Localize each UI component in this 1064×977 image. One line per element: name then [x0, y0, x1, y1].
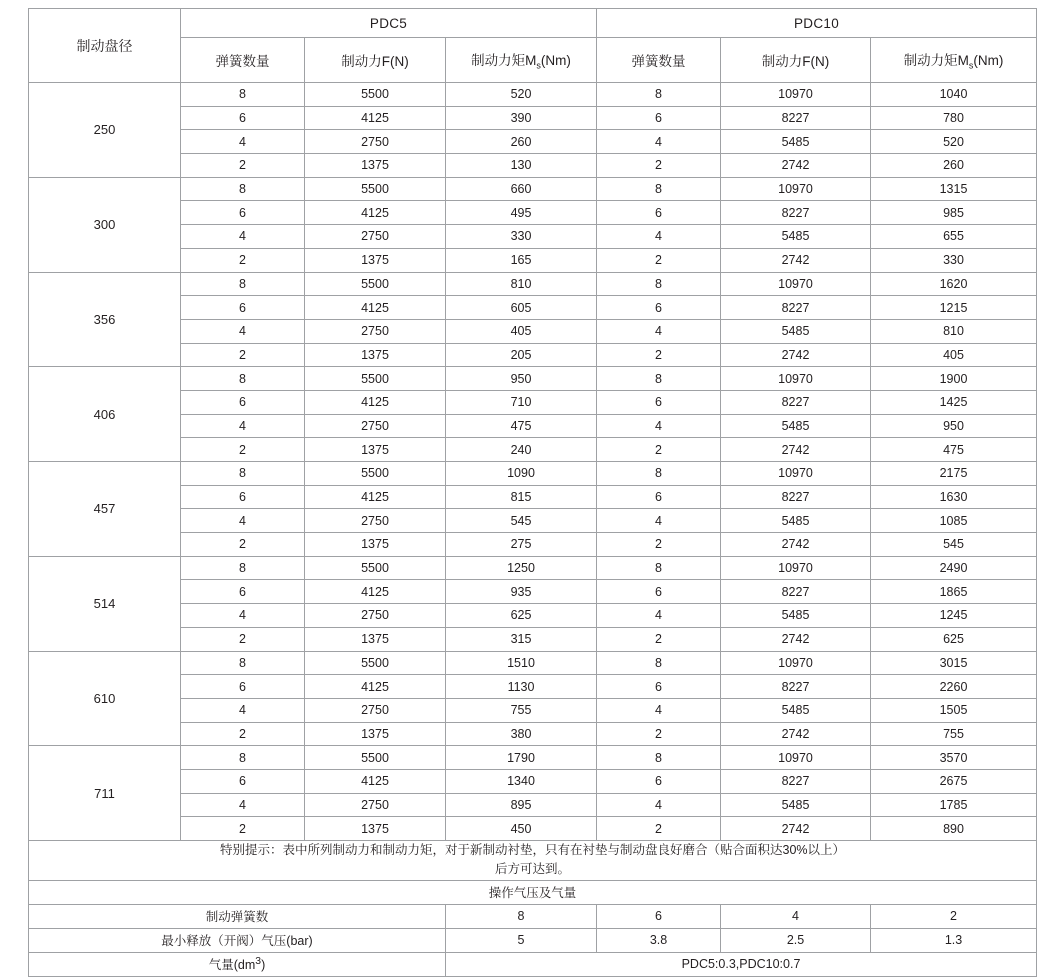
cell-value: 950 — [446, 367, 597, 391]
cell-value: 810 — [446, 272, 597, 296]
cell-value: 4125 — [305, 106, 446, 130]
header-col-label: 制动力矩M — [903, 53, 969, 69]
table-row — [29, 556, 1037, 580]
label-air-volume-exponent: 3 — [255, 956, 262, 968]
cell-value: 4125 — [305, 296, 446, 320]
cell-value: 2750 — [305, 793, 446, 817]
cell-value: 6 — [597, 201, 721, 225]
cell-value: 5485 — [721, 414, 871, 438]
table-row — [29, 817, 1037, 841]
cell-value: 2742 — [721, 438, 871, 462]
cell-value: 710 — [446, 390, 597, 414]
cell-value: 6 — [181, 296, 305, 320]
label-air-volume-paren: ) — [261, 958, 266, 973]
cell-value: 10970 — [721, 83, 871, 107]
header-group-pdc5: PDC5 — [181, 9, 597, 38]
cell-value: 10970 — [721, 367, 871, 391]
label-air-volume-text: 气量(dm — [208, 958, 256, 973]
cell-value: 2 — [181, 722, 305, 746]
cell-value: 6 — [181, 201, 305, 225]
cell-value: 5500 — [305, 177, 446, 201]
cell-value: 10970 — [721, 177, 871, 201]
cell-value: 1130 — [446, 675, 597, 699]
table-row — [29, 414, 1037, 438]
cell-value: 8227 — [721, 485, 871, 509]
header-col-unit: (Nm) — [973, 53, 1004, 69]
cell-value: 2 — [181, 438, 305, 462]
cell-disc-diameter: 711 — [29, 746, 181, 841]
cell-value: 2742 — [721, 533, 871, 557]
cell-value: 605 — [446, 296, 597, 320]
table-row — [29, 201, 1037, 225]
cell-value: 4 — [597, 130, 721, 154]
cell-value: 780 — [871, 106, 1037, 130]
cell-value: 315 — [446, 627, 597, 651]
cell-value: 5500 — [305, 83, 446, 107]
cell-value: 935 — [446, 580, 597, 604]
cell-value: 6 — [597, 580, 721, 604]
cell-value: 1315 — [871, 177, 1037, 201]
table-row — [29, 296, 1037, 320]
table-row — [29, 154, 1037, 178]
cell-value: 660 — [446, 177, 597, 201]
table-header-row-groups — [29, 9, 1037, 38]
cell-value: 810 — [871, 319, 1037, 343]
cell-disc-diameter: 356 — [29, 272, 181, 367]
table-row — [29, 651, 1037, 675]
cell-value: 4 — [597, 414, 721, 438]
cell-disc-diameter: 610 — [29, 651, 181, 746]
table-row — [29, 580, 1037, 604]
cell-value: 1630 — [871, 485, 1037, 509]
cell-value: 8227 — [721, 201, 871, 225]
cell-value: 1375 — [305, 154, 446, 178]
cell-value: 2 — [597, 438, 721, 462]
cell-value: 2 — [181, 817, 305, 841]
cell-value: 4 — [597, 793, 721, 817]
cell-value: 1505 — [871, 698, 1037, 722]
cell-spring-count: 2 — [871, 904, 1037, 928]
table-row — [29, 462, 1037, 486]
cell-value: 1375 — [305, 722, 446, 746]
header-col-1: 制动力F(N) — [305, 38, 446, 83]
cell-value: 2750 — [305, 604, 446, 628]
cell-value: 6 — [597, 675, 721, 699]
cell-value: 2 — [181, 533, 305, 557]
cell-value: 1510 — [446, 651, 597, 675]
cell-value: 1215 — [871, 296, 1037, 320]
cell-value: 330 — [446, 225, 597, 249]
header-col-subscript: s — [968, 60, 974, 71]
table-row — [29, 485, 1037, 509]
cell-value: 260 — [446, 130, 597, 154]
cell-value: 815 — [446, 485, 597, 509]
cell-value: 1620 — [871, 272, 1037, 296]
cell-value: 2750 — [305, 698, 446, 722]
cell-value: 755 — [446, 698, 597, 722]
section-title-row — [29, 880, 1037, 904]
cell-value: 3015 — [871, 651, 1037, 675]
cell-value: 6 — [597, 106, 721, 130]
cell-value: 475 — [871, 438, 1037, 462]
cell-value: 8 — [181, 556, 305, 580]
cell-value: 405 — [446, 319, 597, 343]
cell-value: 6 — [181, 390, 305, 414]
table-row — [29, 390, 1037, 414]
cell-value: 1040 — [871, 83, 1037, 107]
cell-value: 2742 — [721, 248, 871, 272]
cell-value: 1340 — [446, 769, 597, 793]
cell-value: 755 — [871, 722, 1037, 746]
cell-value: 3570 — [871, 746, 1037, 770]
cell-value: 1245 — [871, 604, 1037, 628]
cell-value: 4125 — [305, 769, 446, 793]
cell-value: 2490 — [871, 556, 1037, 580]
table-row — [29, 698, 1037, 722]
cell-value: 8 — [181, 367, 305, 391]
cell-value: 2675 — [871, 769, 1037, 793]
cell-value: 1250 — [446, 556, 597, 580]
cell-value: 6 — [181, 675, 305, 699]
special-note — [29, 841, 1037, 881]
table-row — [29, 248, 1037, 272]
cell-value: 2742 — [721, 154, 871, 178]
cell-min-release-pressure: 2.5 — [721, 928, 871, 952]
cell-value: 5500 — [305, 651, 446, 675]
cell-value: 165 — [446, 248, 597, 272]
cell-value: 985 — [871, 201, 1037, 225]
cell-value: 5485 — [721, 509, 871, 533]
table-header-row-columns — [29, 38, 1037, 83]
table-row — [29, 83, 1037, 107]
cell-disc-diameter: 300 — [29, 177, 181, 272]
cell-value: 405 — [871, 343, 1037, 367]
cell-value: 5500 — [305, 556, 446, 580]
cell-disc-diameter: 406 — [29, 367, 181, 462]
spring-count-row — [29, 904, 1037, 928]
cell-value: 950 — [871, 414, 1037, 438]
cell-value: 8 — [181, 462, 305, 486]
cell-value: 475 — [446, 414, 597, 438]
header-col-subscript: s — [536, 60, 541, 71]
cell-spring-count: 4 — [721, 904, 871, 928]
cell-value: 8 — [181, 746, 305, 770]
cell-value: 2742 — [721, 627, 871, 651]
cell-value: 1085 — [871, 509, 1037, 533]
cell-value: 1425 — [871, 390, 1037, 414]
table-row — [29, 130, 1037, 154]
cell-value: 5485 — [721, 793, 871, 817]
section-title-air-pressure: 操作气压及气量 — [29, 880, 1037, 904]
min-release-pressure-row — [29, 928, 1037, 952]
cell-value: 5485 — [721, 225, 871, 249]
cell-value: 2 — [597, 722, 721, 746]
table-row — [29, 319, 1037, 343]
cell-value: 5500 — [305, 367, 446, 391]
special-note-line2: 后方可达到。 — [495, 862, 571, 877]
cell-value: 545 — [446, 509, 597, 533]
cell-value: 2742 — [721, 817, 871, 841]
header-col-label: 制动力矩M — [471, 53, 537, 69]
table-row — [29, 272, 1037, 296]
cell-value: 2 — [597, 154, 721, 178]
cell-value: 450 — [446, 817, 597, 841]
table-row — [29, 793, 1037, 817]
header-col-3: 弹簧数量 — [597, 38, 721, 83]
cell-value: 895 — [446, 793, 597, 817]
cell-disc-diameter: 514 — [29, 556, 181, 651]
header-col-2 — [446, 38, 597, 83]
cell-value: 275 — [446, 533, 597, 557]
cell-value: 4 — [597, 225, 721, 249]
table-row — [29, 438, 1037, 462]
cell-value: 2750 — [305, 130, 446, 154]
cell-value: 4125 — [305, 675, 446, 699]
table-row — [29, 367, 1037, 391]
cell-value: 1865 — [871, 580, 1037, 604]
brake-spec-table — [28, 8, 1037, 977]
cell-value: 5500 — [305, 272, 446, 296]
header-col-0: 弹簧数量 — [181, 38, 305, 83]
cell-disc-diameter: 250 — [29, 83, 181, 178]
cell-value: 625 — [871, 627, 1037, 651]
cell-value: 8 — [181, 651, 305, 675]
cell-value: 4 — [597, 698, 721, 722]
cell-value: 2 — [597, 248, 721, 272]
cell-value: 8 — [597, 272, 721, 296]
cell-value: 5485 — [721, 604, 871, 628]
cell-value: 6 — [181, 769, 305, 793]
cell-value: 8 — [597, 177, 721, 201]
cell-value: 1785 — [871, 793, 1037, 817]
header-group-pdc10: PDC10 — [597, 9, 1037, 38]
cell-value: 1090 — [446, 462, 597, 486]
cell-value: 5485 — [721, 130, 871, 154]
cell-value: 8 — [181, 177, 305, 201]
cell-value: 545 — [871, 533, 1037, 557]
cell-value: 890 — [871, 817, 1037, 841]
cell-value: 10970 — [721, 462, 871, 486]
table-row — [29, 675, 1037, 699]
cell-value: 330 — [871, 248, 1037, 272]
cell-value: 4 — [597, 319, 721, 343]
cell-value: 5500 — [305, 746, 446, 770]
cell-value: 4 — [181, 130, 305, 154]
cell-value: 2750 — [305, 225, 446, 249]
cell-value: 4125 — [305, 201, 446, 225]
cell-value: 5485 — [721, 319, 871, 343]
cell-value: 6 — [597, 390, 721, 414]
air-volume-row — [29, 952, 1037, 976]
cell-value: 8 — [181, 83, 305, 107]
cell-value: 2742 — [721, 722, 871, 746]
cell-value: 8227 — [721, 106, 871, 130]
cell-value: 4 — [181, 509, 305, 533]
cell-value: 8 — [597, 556, 721, 580]
cell-value: 130 — [446, 154, 597, 178]
cell-air-volume-value: PDC5:0.3,PDC10:0.7 — [446, 952, 1037, 976]
cell-value: 1900 — [871, 367, 1037, 391]
cell-value: 1375 — [305, 248, 446, 272]
cell-value: 240 — [446, 438, 597, 462]
cell-value: 4 — [181, 604, 305, 628]
cell-value: 495 — [446, 201, 597, 225]
cell-value: 10970 — [721, 556, 871, 580]
cell-value: 2742 — [721, 343, 871, 367]
cell-value: 8227 — [721, 675, 871, 699]
table-row — [29, 769, 1037, 793]
cell-value: 4 — [181, 414, 305, 438]
cell-value: 2 — [181, 248, 305, 272]
cell-disc-diameter: 457 — [29, 462, 181, 557]
table-row — [29, 722, 1037, 746]
cell-value: 4 — [181, 319, 305, 343]
cell-value: 8227 — [721, 296, 871, 320]
cell-value: 6 — [181, 106, 305, 130]
cell-value: 1375 — [305, 533, 446, 557]
cell-value: 2750 — [305, 319, 446, 343]
cell-value: 2 — [597, 533, 721, 557]
header-col-4: 制动力F(N) — [721, 38, 871, 83]
cell-min-release-pressure: 3.8 — [597, 928, 721, 952]
cell-value: 520 — [446, 83, 597, 107]
cell-value: 4 — [181, 698, 305, 722]
label-air-volume — [29, 952, 446, 976]
cell-value: 205 — [446, 343, 597, 367]
cell-value: 1375 — [305, 343, 446, 367]
cell-value: 8227 — [721, 769, 871, 793]
table-row — [29, 106, 1037, 130]
cell-value: 1790 — [446, 746, 597, 770]
cell-value: 6 — [181, 580, 305, 604]
cell-value: 2260 — [871, 675, 1037, 699]
cell-value: 8 — [181, 272, 305, 296]
cell-value: 390 — [446, 106, 597, 130]
table-row — [29, 177, 1037, 201]
cell-value: 2 — [597, 627, 721, 651]
cell-value: 380 — [446, 722, 597, 746]
label-min-release-pressure: 最小释放（开阀）气压(bar) — [29, 928, 446, 952]
cell-value: 8 — [597, 367, 721, 391]
cell-value: 4 — [181, 225, 305, 249]
cell-value: 10970 — [721, 272, 871, 296]
table-row — [29, 225, 1037, 249]
cell-value: 625 — [446, 604, 597, 628]
table-row — [29, 533, 1037, 557]
table-row — [29, 509, 1037, 533]
cell-value: 2750 — [305, 509, 446, 533]
cell-value: 5485 — [721, 698, 871, 722]
cell-value: 6 — [597, 296, 721, 320]
cell-value: 2 — [597, 343, 721, 367]
cell-value: 1375 — [305, 438, 446, 462]
cell-value: 10970 — [721, 746, 871, 770]
cell-value: 4 — [181, 793, 305, 817]
cell-value: 2 — [181, 343, 305, 367]
cell-value: 8227 — [721, 580, 871, 604]
cell-value: 6 — [597, 769, 721, 793]
cell-value: 655 — [871, 225, 1037, 249]
cell-value: 10970 — [721, 651, 871, 675]
cell-value: 8 — [597, 651, 721, 675]
cell-spring-count: 8 — [446, 904, 597, 928]
cell-value: 520 — [871, 130, 1037, 154]
cell-value: 4125 — [305, 390, 446, 414]
label-spring-count: 制动弹簧数 — [29, 904, 446, 928]
cell-value: 4 — [597, 604, 721, 628]
cell-value: 260 — [871, 154, 1037, 178]
cell-value: 8 — [597, 83, 721, 107]
special-note-line1: 特别提示：表中所列制动力和制动力矩，对于新制动衬垫，只有在衬垫与制动盘良好磨合（贴合面积达30%以上） — [219, 843, 846, 857]
table-row — [29, 746, 1037, 770]
cell-value: 2750 — [305, 414, 446, 438]
cell-value: 1375 — [305, 817, 446, 841]
header-col-5 — [871, 38, 1037, 83]
table-row — [29, 604, 1037, 628]
cell-value: 2 — [181, 154, 305, 178]
cell-value: 6 — [181, 485, 305, 509]
cell-value: 1375 — [305, 627, 446, 651]
table-row — [29, 627, 1037, 651]
cell-value: 8 — [597, 462, 721, 486]
cell-value: 4125 — [305, 485, 446, 509]
cell-spring-count: 6 — [597, 904, 721, 928]
cell-value: 8227 — [721, 390, 871, 414]
cell-value: 5500 — [305, 462, 446, 486]
note-row — [29, 841, 1037, 881]
cell-min-release-pressure: 5 — [446, 928, 597, 952]
cell-value: 2 — [181, 627, 305, 651]
header-disc-diameter: 制动盘径 — [29, 9, 181, 83]
cell-value: 6 — [597, 485, 721, 509]
table-row — [29, 343, 1037, 367]
header-col-unit: (Nm) — [540, 53, 571, 69]
cell-value: 8 — [597, 746, 721, 770]
cell-value: 2 — [597, 817, 721, 841]
cell-value: 2175 — [871, 462, 1037, 486]
cell-min-release-pressure: 1.3 — [871, 928, 1037, 952]
cell-value: 4125 — [305, 580, 446, 604]
cell-value: 4 — [597, 509, 721, 533]
